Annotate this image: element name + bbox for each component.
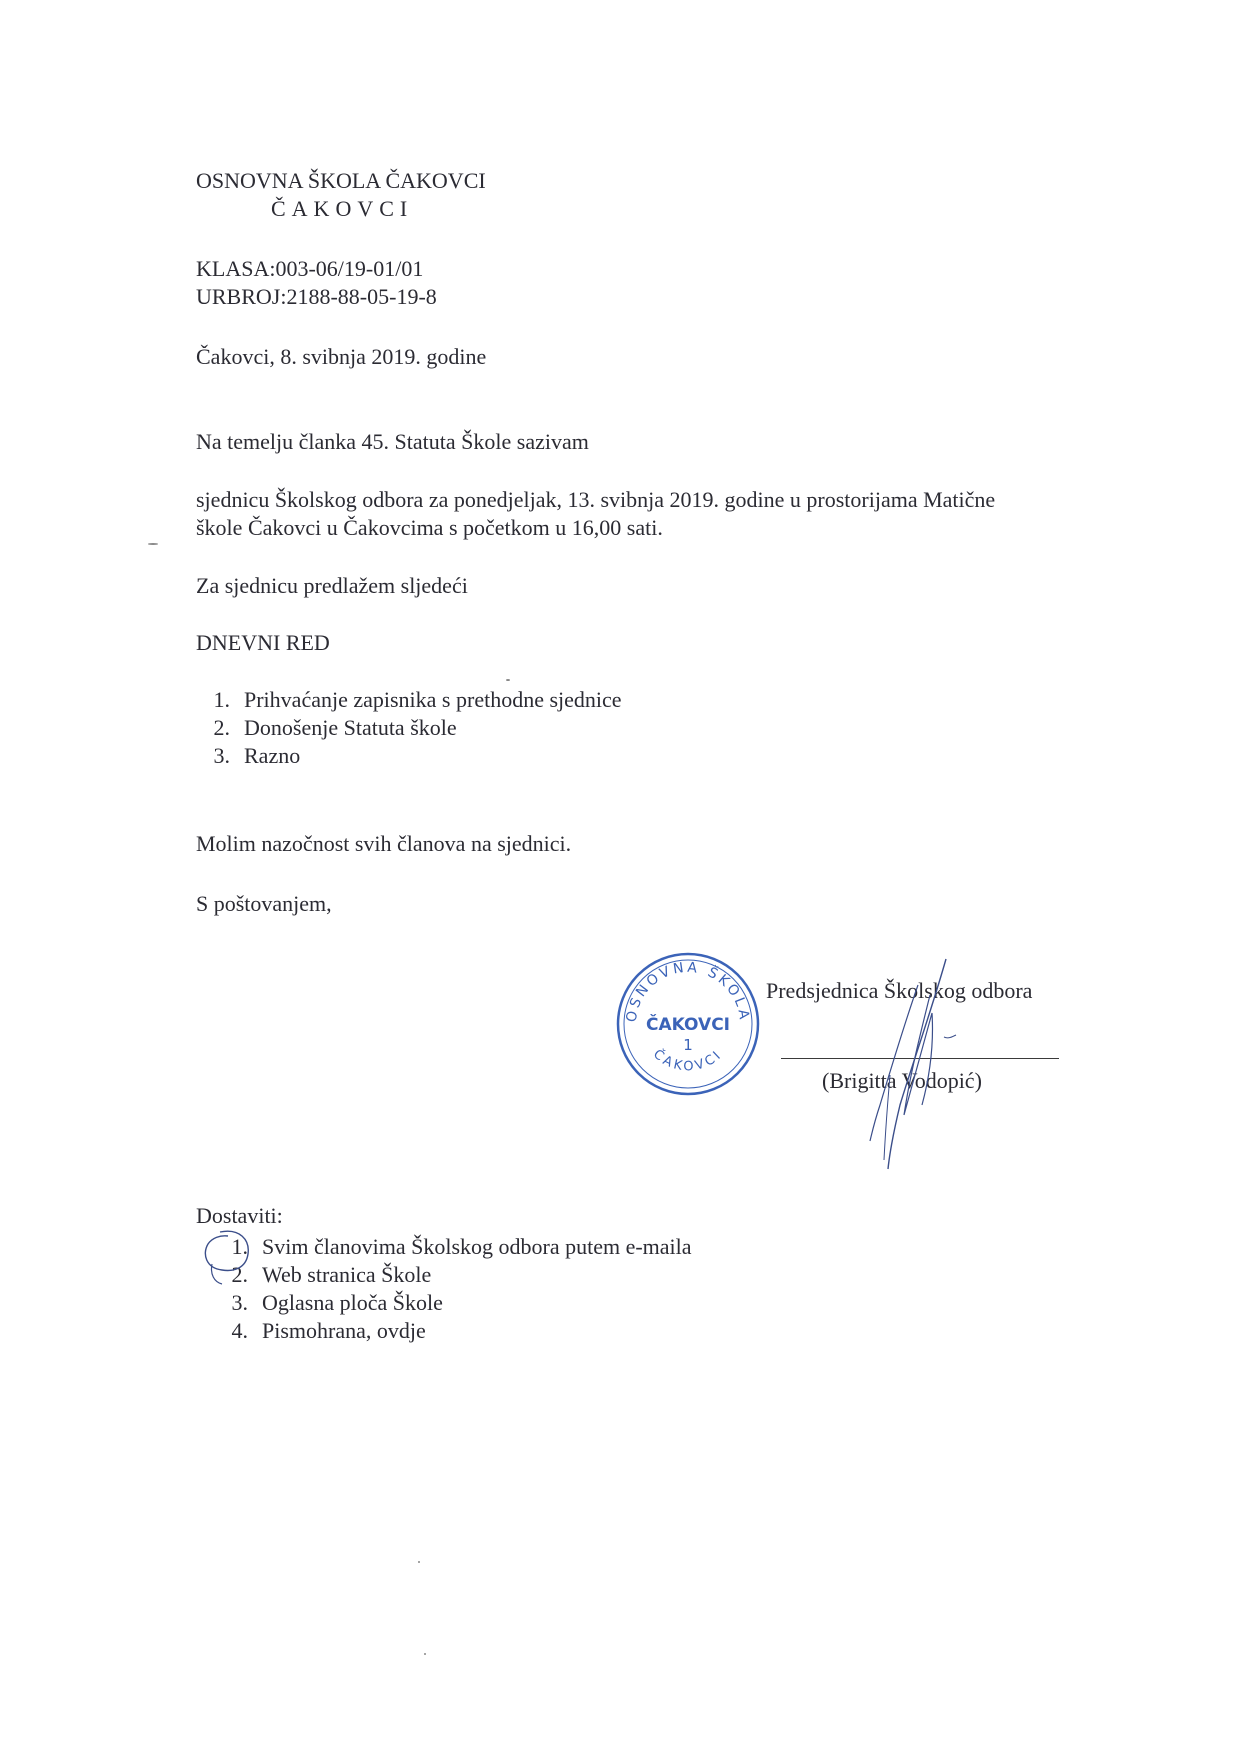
- scan-artifact: [418, 1561, 420, 1563]
- agenda-item-number: 2.: [213, 715, 230, 740]
- klasa-reference: KLASA:003-06/19-01/01: [196, 256, 424, 281]
- distribution-item-text: Pismohrana, ovdje: [262, 1318, 426, 1343]
- agenda-item-text: Razno: [244, 743, 301, 768]
- distribution-item-text: Oglasna ploča Škole: [262, 1290, 443, 1315]
- paragraph-line-1: sjednicu Školskog odbora za ponedjeljak, 13. svibnja 2019. godine u prostorijama Matične: [196, 487, 996, 512]
- agenda-item-text: Donošenje Statuta škole: [244, 715, 457, 740]
- distribution-item-number: 4.: [231, 1318, 248, 1343]
- school-town: ČAKOVCI: [271, 196, 414, 221]
- distribution-item: [214, 1233, 814, 1261]
- distribution-item-number: 3.: [231, 1290, 248, 1315]
- stamp-bottom-arc-text: ČAKOVCI: [650, 1046, 726, 1075]
- distribution-item: [214, 1261, 814, 1289]
- paragraph-line-2: škole Čakovci u Čakovcima s početkom u 16,00 sati.: [196, 515, 663, 540]
- distribution-list: [214, 1233, 814, 1345]
- stamp-top-arc-text: OSNOVNA ŠKOLA: [623, 959, 753, 1024]
- agenda-item: [196, 742, 796, 770]
- scan-artifact: [506, 679, 510, 681]
- school-stamp: [614, 950, 762, 1098]
- signature-title: Predsjednica Školskog odbora: [766, 978, 1033, 1003]
- agenda-item-number: 1.: [213, 687, 230, 712]
- distribution-title: Dostaviti:: [196, 1203, 283, 1228]
- signatory-name: (Brigitta Vodopić): [822, 1068, 982, 1093]
- distribution-item: [214, 1289, 814, 1317]
- date-line: Čakovci, 8. svibnja 2019. godine: [196, 344, 487, 369]
- distribution-item-text: Svim članovima Školskog odbora putem e-maila: [262, 1234, 692, 1259]
- urbroj-reference: URBROJ:2188-88-05-19-8: [196, 284, 437, 309]
- scan-artifact: [148, 543, 158, 545]
- proposal-text: Za sjednicu predlažem sljedeći: [196, 573, 468, 598]
- school-name: OSNOVNA ŠKOLA ČAKOVCI: [196, 168, 486, 193]
- distribution-item-number: 1.: [231, 1234, 248, 1259]
- attendance-request: Molim nazočnost svih članova na sjednici.: [196, 831, 572, 856]
- scan-artifact: [424, 1653, 426, 1655]
- agenda-item-text: Prihvaćanje zapisnika s prethodne sjednice: [244, 687, 622, 712]
- distribution-item: [214, 1317, 814, 1345]
- agenda-item-number: 3.: [213, 743, 230, 768]
- stamp-number: 1: [683, 1036, 693, 1054]
- distribution-item-text: Web stranica Škole: [262, 1262, 432, 1287]
- stamp-center-text: ČAKOVCI: [646, 1015, 730, 1035]
- intro-text: Na temelju članka 45. Statuta Škole sazivam: [196, 429, 589, 454]
- agenda-item: [196, 714, 796, 742]
- handwritten-circle-mark: [200, 1230, 260, 1300]
- agenda-title: DNEVNI RED: [196, 630, 330, 655]
- agenda-item: [196, 686, 796, 714]
- distribution-item-number: 2.: [231, 1262, 248, 1287]
- handwritten-signature: [860, 955, 970, 1175]
- agenda-list: [196, 686, 796, 770]
- closing-salutation: S poštovanjem,: [196, 891, 332, 916]
